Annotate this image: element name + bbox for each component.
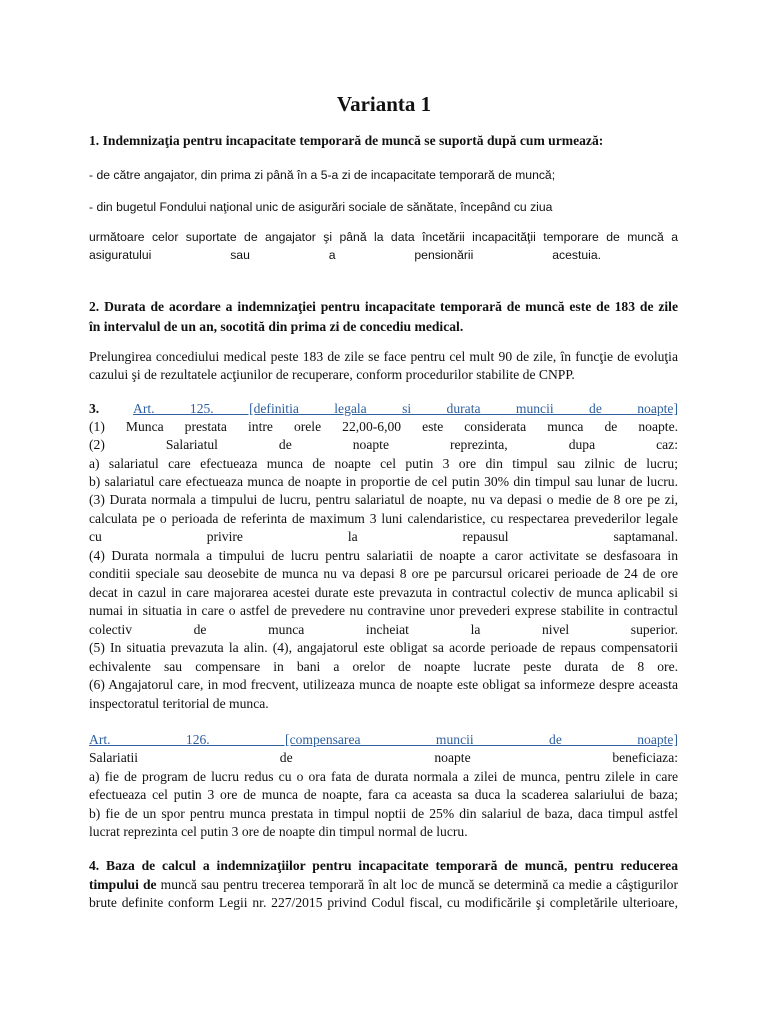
art-125-line: (2) Salariatul de noapte reprezinta, dupa caz:: [89, 437, 678, 452]
art-125-line: (1) Munca prestata intre orele 22,00-6,00 este considerata munca de noapte.: [89, 419, 678, 434]
art-126-line: lucrat reprezinta cel putin 3 ore de noapte din timpul normal de lucru.: [89, 824, 468, 839]
art-125-line: decat in cazul in care majorarea acestei durate este prevazuta in contractul colectiv de munca aplicabil si: [89, 585, 678, 600]
art-125-line: numai in situatia in care o astfel de prevedere nu contravine unor prevederi exprese stabilite in contractul: [89, 603, 678, 618]
question-1-heading: 1. Indemnizaţia pentru incapacitate temporară de muncă se suportă după cum urmează:: [89, 133, 604, 148]
question-4-heading-line-2: [89, 876, 678, 894]
question-2-heading-line-1: 2. Durata de acordare a indemnizaţiei pentru incapacitate temporară de muncă este de 183 de zile: [89, 299, 678, 314]
question-2-paragraph-line-2: cazului şi de rezultatele acţiunilor de recuperare, conform procedurilor stabilite de CNPP.: [89, 367, 575, 382]
question-4-line-3: brute definite conform Legii nr. 227/2015 privind Codul fiscal, cu modificările şi completările ulterioare,: [89, 895, 678, 910]
art-125-line: echivalente sau compensare in bani a orelor de noapte lucrate peste durata de 8 ore.: [89, 659, 678, 674]
art-125-link[interactable]: Art. 125. [definitia legala si durata muncii de noapte]: [133, 401, 678, 416]
art-125-line: colectiv de munca incheiat la nivel superior.: [89, 622, 678, 637]
art-125-line: (4) Durata normala a timpului de lucru pentru salariatii de noapte a caror activitate se desfasoara in: [89, 548, 678, 563]
question-3-header: [89, 400, 678, 418]
art-126-line: a) fie de program de lucru redus cu o ora fata de durata normala a zilei de munca, pentru zilele in care: [89, 769, 678, 784]
art-125-line: (6) Angajatorul care, in mod frecvent, utilizeaza munca de noapte este obligat sa informeze despre aceasta: [89, 677, 678, 692]
art-125-line: inspectoratul teritorial de munca.: [89, 696, 269, 711]
art-125-line: (3) Durata normala a timpului de lucru, pentru salariatul de noapte, nu va depasi o medie de 8 ore pe zi,: [89, 492, 678, 507]
art-125-line: a) salariatul care efectueaza munca de noapte cel putin 3 ore din timpul sau zilnic de lucru;: [89, 456, 678, 471]
question-1-item-1: - de către angajator, din prima zi până în a 5-a zi de incapacitate temporară de muncă;: [89, 168, 556, 182]
question-1-item-2-continued: următoare celor suportate de angajator şi până la data încetării incapacităţii temporare de muncă a: [89, 230, 678, 244]
question-4-heading-line-1: 4. Baza de calcul a indemnizaţiilor pentru incapacitate temporară de muncă, pentru reducerea: [89, 858, 678, 873]
question-4-line-2-rest: muncă sau pentru trecerea temporară în alt loc de muncă se determină ca medie a câştigurilor: [156, 877, 678, 892]
art-126-line: Salariatii de noapte beneficiaza:: [89, 750, 678, 765]
question-3-number: 3.: [89, 401, 100, 416]
question-1-item-2-continued-end: asiguratului sau a pensionării acestuia.: [89, 248, 601, 262]
question-2-heading-line-2: în intervalul de un an, socotită din prima zi de concediu medical.: [89, 319, 464, 334]
document-title: Varianta 1: [336, 92, 432, 116]
art-126-link[interactable]: Art. 126. [compensarea muncii de noapte]: [89, 732, 678, 747]
art-125-line: b) salariatul care efectueaza munca de noapte in proportie de cel putin 30% din timpul sau lunar de lucru.: [89, 474, 678, 489]
art-126-line: b) fie de un spor pentru munca prestata in timpul noptii de 25% din salariul de baza, daca timpul astfel: [89, 806, 678, 821]
art-126-line: efectueaza cel putin 3 ore de munca de noapte, fara ca aceasta sa duca la scaderea salariului de baza;: [89, 787, 678, 802]
question-4-bold-fragment: timpului de: [89, 877, 157, 892]
art-125-line: conditii speciale sau deosebite de munca nu va depasi 8 ore pe parcursul oricarei perioade de 24 de ore: [89, 566, 678, 581]
art-125-line: cu privire la repausul saptamanal.: [89, 529, 678, 544]
question-1-item-2: - din bugetul Fondului naţional unic de asigurări sociale de sănătate, începând cu ziua: [89, 200, 553, 214]
art-125-line: (5) In situatia prevazuta la alin. (4), angajatorul este obligat sa acorde perioade de repaus compensatorii: [89, 640, 678, 655]
art-125-line: calculata pe o perioada de referinta de maximum 3 luni calendaristice, cu respectarea prevederilor legale: [89, 511, 678, 526]
question-2-paragraph-line-1: Prelungirea concediului medical peste 183 de zile se face pentru cel mult 90 de zile, în funcţie de evoluţia: [89, 349, 678, 364]
